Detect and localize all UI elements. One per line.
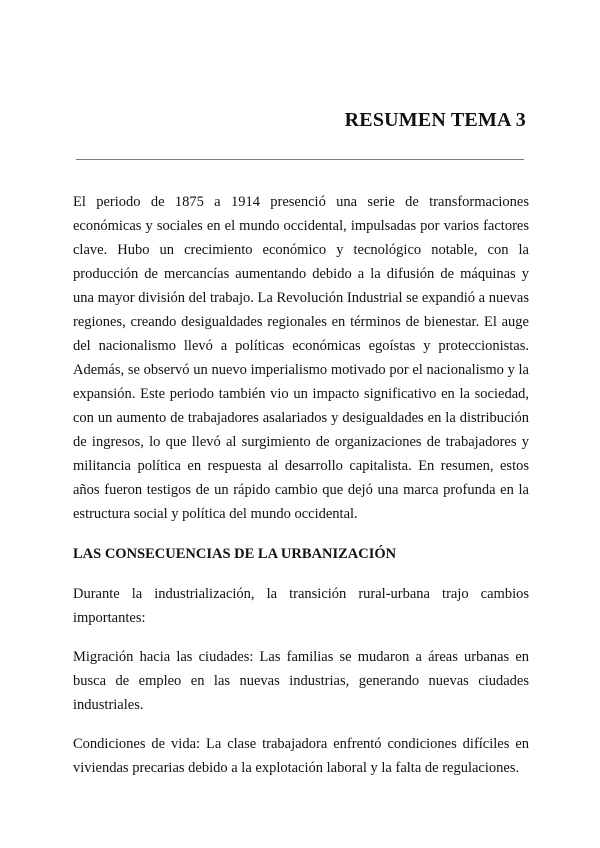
section-heading: LAS CONSECUENCIAS DE LA URBANIZACIÓN bbox=[73, 546, 397, 562]
document-body bbox=[73, 190, 529, 780]
page-title: RESUMEN TEMA 3 bbox=[344, 109, 526, 131]
point-paragraph-migration: Migración hacia las ciudades: Las familias se mudaron a áreas urbanas en busca de empleo en las nuevas industrias, generando nuevas ciudades industriales. bbox=[73, 649, 529, 713]
section-intro-paragraph: Durante la industrialización, la transición rural-urbana trajo cambios importantes: bbox=[73, 586, 529, 626]
title-divider bbox=[76, 159, 524, 160]
point-paragraph-living-conditions: Condiciones de vida: La clase trabajadora enfrentó condiciones difíciles en viviendas precarias debido a la explotación laboral y la falta de regulaciones. bbox=[73, 736, 529, 776]
intro-paragraph: El periodo de 1875 a 1914 presenció una serie de transformaciones económicas y sociales en el mundo occidental, impulsadas por varios factores clave. Hubo un crecimiento económico y tecnológico notable, con la producción de mercancías aumentando debido a la difusión de máquinas y una mayor división del trabajo. La Revolución Industrial se expandió a nuevas regiones, creando desigualdades regionales en términos de bienestar. El auge del nacionalismo llevó a políticas económicas egoístas y proteccionistas. Además, se observó un nuevo imperialismo motivado por el nacionalismo y la expansión. Este periodo también vio un impacto significativo en la sociedad, con un aumento de trabajadores asalariados y desigualdades en la distribución de ingresos, lo que llevó al surgimiento de organizaciones de trabajadores y militancia política en respuesta al desarrollo capitalista. En resumen, estos años fueron testigos de un rápido cambio que dejó una marca profunda en la estructura social y política del mundo occidental. bbox=[73, 194, 529, 522]
